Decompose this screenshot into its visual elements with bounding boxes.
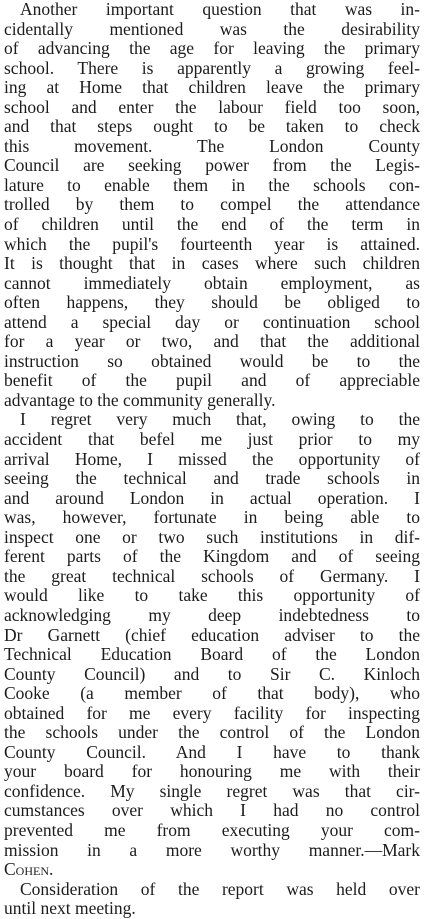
text-line: cidentally mentioned was the desirability [4,19,420,39]
signature-surname: Cohen. [4,860,54,880]
paragraph-acknowledgements [4,410,420,879]
text-line: obtained for me every facility for inspecting [4,703,420,723]
text-line: trolled by them to compel the attendance [4,195,420,215]
text-line: of children until the end of the term in [4,215,420,235]
paragraph-consideration [4,880,420,919]
text-line: and that steps ought to be taken to check [4,117,420,137]
text-line: advantage to the community generally. [4,390,276,410]
text-line: attend a special day or continuation school [4,312,420,332]
text-line: until next meeting. [4,899,136,919]
text-line: the great technical schools of Germany. I [4,566,420,586]
text-line: of advancing the age for leaving the primary [4,39,420,59]
text-line: Council are seeking power from the Legis- [4,156,420,176]
text-line: cumstances over which I had no control [4,801,420,821]
text-line: lature to enable them in the schools con- [4,175,420,195]
text-line: instruction so obtained would be to the [4,351,420,371]
text-line: this movement. The London County [4,136,420,156]
text-line: arrival Home, I missed the opportunity of [4,449,420,469]
text-line: acknowledging my deep indebtedness to [4,605,420,625]
text-line: school. There is apparently a growing feel- [4,58,420,78]
text-line: seeing the technical and trade schools in [4,469,420,489]
text-line: Technical Education Board of the London [4,645,420,665]
text-line: inspect one or two such institutions in dif- [4,527,420,547]
text-line: and around London in actual operation. I [4,488,420,508]
text-line: cannot immediately obtain employment, as [4,273,420,293]
text-line: school and enter the labour field too soon, [4,97,420,117]
text-line: would like to take this opportunity of [4,586,420,606]
text-line: Consideration of the report was held over [20,879,420,899]
text-line: I regret very much that, owing to the [20,410,420,430]
text-line: ferent parts of the Kingdom and of seeing [4,547,420,567]
text-line: County Council. And I have to thank [4,742,420,762]
text-line: Another important question that was in- [20,0,420,19]
text-line: Dr Garnett (chief education adviser to the [4,625,420,645]
article-column [4,0,420,919]
text-line: confidence. My single regret was that cir- [4,781,420,801]
text-line: your board for honouring me with their [4,762,420,782]
text-line: often happens, they should be obliged to [4,293,420,313]
signature-line: mission in a more worthy manner.—Mark [4,840,420,860]
text-line: for a year or two, and that the additional [4,332,420,352]
paragraph-primary-school-age [4,0,420,410]
text-line: County Council) and to Sir C. Kinloch [4,664,420,684]
text-line: ing at Home that children leave the primary [4,78,420,98]
text-line: It is thought that in cases where such children [4,254,420,274]
text-line: benefit of the pupil and of appreciable [4,371,420,391]
text-line: was, however, fortunate in being able to [4,508,420,528]
text-line: accident that befel me just prior to my [4,430,420,450]
text-line: Cooke (a member of that body), who [4,684,420,704]
text-line: the schools under the control of the London [4,723,420,743]
text-line: prevented me from executing your com- [4,820,420,840]
text-line: which the pupil's fourteenth year is attained. [4,234,420,254]
